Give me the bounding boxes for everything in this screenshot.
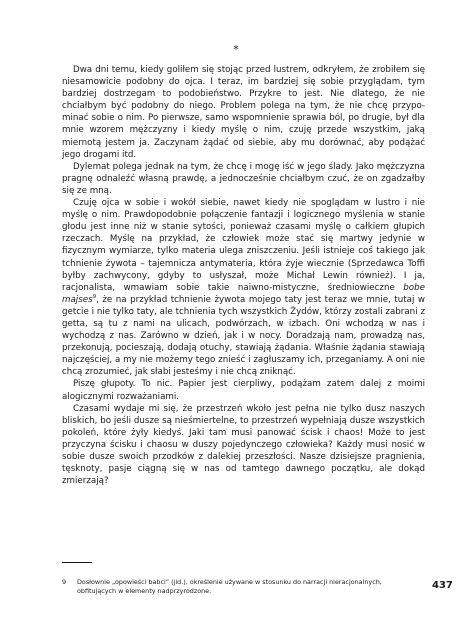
section-separator: * [233, 43, 239, 56]
body-text [62, 64, 425, 487]
paragraph: Dwa dni temu, kiedy goliłem się stojąc przed lustrem, odkryłem, że zrobiłem się niesamowicie podobny do ojca. I teraz, im bardziej się sobie przyglądam, tym bardziej dostrzegam to podobieństwo. Przykre to jest. Nie dlatego, że nie chciałbym być podobny do niego. Problem polega na tym, że nie chcę przypominać sobie o nim. Po pierwsze, samo wspomnienie sprawia ból, po drugie, był dla mnie wzorem mężczyzny i kiedy myślę o nim, czuję przede wszystkim, jaką miernotą jestem ja. Zaczynam żądać od siebie, aby mu dorównać, aby podążać jego drogami itd. [62, 65, 425, 160]
footnote-number: 9 [62, 578, 67, 586]
footnote-reference: 9 [92, 293, 97, 300]
footnote-text: Dosłownie „opowieści babci” (jid.), określenie używane w stosunku do narracji nieracjonalnych, obfitujących w elementy nadprzyrodzone. [77, 578, 382, 595]
paragraph [62, 197, 425, 378]
footnote-divider [62, 562, 92, 563]
paragraph: Dylemat polega jednak na tym, że chcę i mogę iść w jego ślady. Jako mężczyzna pragnę odnaleźć własną prawdę, a jednocześnie chciałbym czuć, że on zgadzałby się ze mną. [62, 161, 425, 196]
page-number: 437 [432, 580, 453, 591]
footnote [62, 578, 402, 596]
paragraph-text: , że na przykład tchnienie żywota mojego taty jest teraz we mnie, tutaj w getcie i nie tylko taty, ale tchnienia tych wszystkich Żydów, którzy zostali zabrani z getta, są tu z nami na ulicach, podwórzach, w izbach. Oni wchodzą w nas i wychodzą z nas. Zarówno w dzień, jak i w nocy. Doradzają nam, prowadzą nas, przekonują, pocieszają, dodają otuchy, stawiają żądania. Właśnie żądania stawiają najczęściej, a my nie możemy tego znieść i zagłuszamy ich, przeganiamy. A oni nie chcą zrozumieć, jak słabi jesteśmy i nie chcą zniknąć. [62, 294, 425, 378]
italic-term: bobe majses [62, 282, 425, 305]
paragraph: Czasami wydaje mi się, że przestrzeń wkoło jest pełna nie tylko dusz naszych bliskich, bo jeśli dusze są nieśmiertelne, to przestrzeń wypełniają dusze wszystkich pokoleń, które żyły kiedyś. Jaki tam musi panować ścisk i chaos! Może to jest przyczyna ścisku i chaosu w duszy pojedynczego człowieka? Każdy musi nosić w sobie dusze swoich przodków z dalekiej przeszłości. Nasze dzisiejsze pragnienia, tęsknoty, pasje ciągną się w nas od tamtego dawnego początku, ale dokąd zmierzają? [62, 403, 425, 487]
paragraph: Piszę głupoty. To nic. Papier jest cierpliwy, podążam zatem dalej z moimi alogicznymi rozważaniami. [62, 379, 425, 402]
paragraph-text: Czuję ojca w sobie i wokół siebie, nawet kiedy nie spoglądam w lustro i nie myślę o nim. Prawdopodobnie połączenie fantazji i logicznego myślenia w stanie głodu jest inne niż w stanie sytości, ponieważ czasami myślę o całkiem głupich rzeczach. Myślę na przykład, że człowiek może stać się martwy jedynie w fizycznym wymiarze, tylko materia ulega zniszczeniu. Jeśli istnieje coś takiego jak tchnienie żywota – tajemnicza antymateria, która żyje wiecznie (Sprzedawca Toffi byłby zachwycony, gdyby to usłyszał, może Michał Lewin również). I ja, racjonalista, wmawiam sobie takie naiwno-mistyczne, średniowieczne [62, 198, 425, 293]
